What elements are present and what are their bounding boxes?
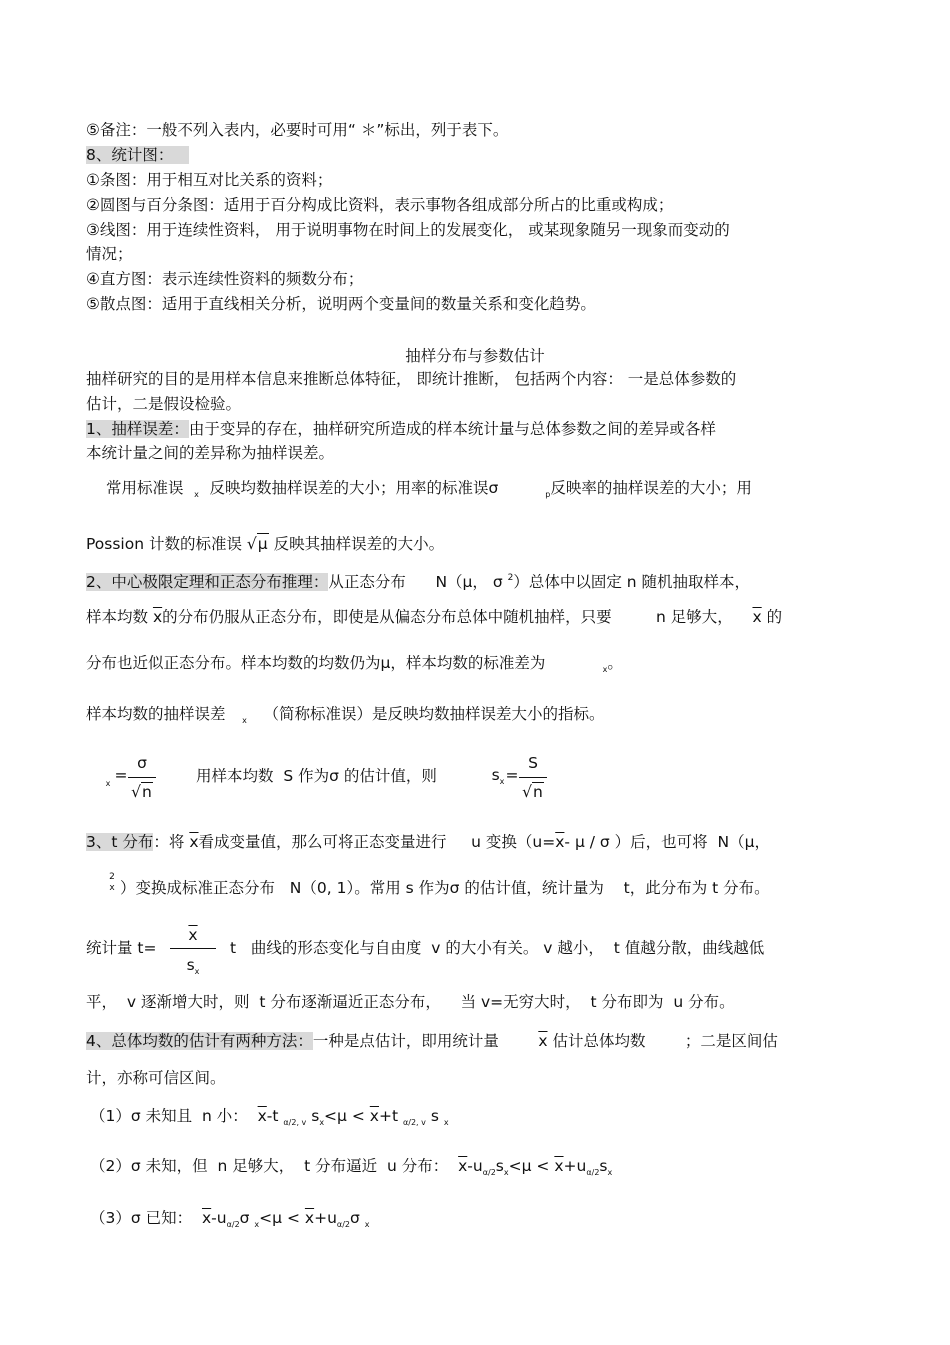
formula-equals: = xyxy=(114,766,128,784)
formula-numerator: σ xyxy=(137,754,147,772)
paragraph-line: ）变换成标准正态分布 N（0, 1）。常用 s 作为σ 的估计值，统计量为 t，此分布为 t 分布。 xyxy=(120,879,770,897)
intro-line: 估计，二是假设检验。 xyxy=(86,395,242,413)
list-item: ②圆图与百分条图：适用于百分构成比资料，表示事物各组成部分所占的比重或构成； xyxy=(86,196,674,214)
heading-highlight: 2、中心极限定理和正态分布推理： xyxy=(86,573,329,591)
paragraph-line: 用样本均数 S 作为σ 的估计值，则 xyxy=(196,767,437,785)
sigma-squared-stack: 2 x xyxy=(109,872,115,893)
paragraph-line: 分布也近似正态分布。样本均数的均数仍为μ，样本均数的标准差为 $_x$。 xyxy=(86,654,623,674)
list-item: ①条图：用于相互对比关系的资料； xyxy=(86,171,333,189)
note-item: ⑤备注：一般不列入表内，必要时可用“ ＊”标出，列于表下。 xyxy=(86,121,509,139)
standard-error-line: 常用标准误 $_x$ 反映均数抽样误差的大小；用率的标准误σ $_p$反映率的抽样误差的大小；用 xyxy=(106,479,752,499)
paragraph-line: 本统计量之间的差异称为抽样误差。 xyxy=(86,444,335,462)
formula-denominator: √n xyxy=(131,783,152,801)
interval-case-1: （1）σ 未知且 n 小： $\overline{x}-t$ $_{\alpha/2, v}$ $s_x<\mu < \overline{x}+t$ $_{\alpha/2, v}$ s $_x$ xyxy=(90,1107,449,1127)
heading-highlight: 1、抽样误差： xyxy=(86,420,189,438)
heading-highlight: 8、统计图： xyxy=(86,146,189,164)
fraction-bar xyxy=(519,777,547,778)
clt-paragraph: 2、中心极限定理和正态分布推理：从正态分布 N（μ， σ $^2$）总体中以固定 n 随机抽取样本， xyxy=(86,573,751,591)
formula-denominator: $s_x$ xyxy=(186,956,200,976)
paragraph-line: t 曲线的形态变化与自由度 v 的大小有关。 v 越小， t 值越分散，曲线越低 xyxy=(230,939,765,957)
heading-statistical-charts xyxy=(86,145,189,165)
formula-s: $s_x$ xyxy=(491,766,505,786)
interval-case-2: （2）σ 未知，但 n 足够大， t 分布逼近 u 分布： $\overline{x}-u_{\alpha/2}s_x<\mu < \overline{x}+u_{\alpha/2}s_x$ xyxy=(90,1157,613,1177)
section-title: 抽样分布与参数估计 xyxy=(405,347,545,365)
heading-highlight: 3、t 分布 xyxy=(86,833,154,851)
fraction-bar xyxy=(170,948,216,949)
formula-subscript: x xyxy=(105,779,111,788)
list-item: ④直方图：表示连续性资料的频数分布； xyxy=(86,270,364,288)
formula-numerator: S xyxy=(528,754,538,772)
fraction-bar xyxy=(128,777,156,778)
interval-case-3: （3）σ 已知： $\overline{x}-u_{\alpha/2}\sigma$ $_x<\mu < \overline{x}+u_{\alpha/2}\sigma$ $_x$ xyxy=(90,1209,370,1229)
formula-equals: = xyxy=(505,766,519,784)
intro-line: 抽样研究的目的是用样本信息来推断总体特征， 即统计推断， 包括两个内容： 一是总体参数的 xyxy=(86,370,737,388)
paragraph-line: 平， v 逐渐增大时，则 t 分布逐渐逼近正态分布， 当 v=无穷大时， t 分布即为 u 分布。 xyxy=(86,993,735,1011)
paragraph-line: 样本均数 $\overline{x}$的分布仍服从正态分布，即使是从偏态分布总体中随机抽样，只要 n 足够大， $\overline{x}$ 的 xyxy=(86,608,783,626)
paragraph-line: 样本均数的抽样误差 $_x$ （简称标准误）是反映均数抽样误差大小的指标。 xyxy=(86,705,605,725)
formula-denominator: √n xyxy=(522,783,543,801)
estimation-paragraph: 4、总体均数的估计有两种方法：一种是点估计，即用统计量 $\overline{x}$ 估计总体均数 ；二是区间估 xyxy=(86,1032,778,1050)
list-item: ⑤散点图：适用于直线相关分析，说明两个变量间的数量关系和变化趋势。 xyxy=(86,295,596,313)
heading-highlight: 4、总体均数的估计有两种方法： xyxy=(86,1032,313,1050)
formula-numerator: $\overline{x}$ xyxy=(188,926,198,944)
t-statistic-label: 统计量 t= xyxy=(86,939,157,957)
list-item-continued: 情况； xyxy=(86,245,133,263)
poisson-line: Possion 计数的标准误 √μ 反映其抽样误差的大小。 xyxy=(86,535,445,553)
paragraph-line: 计，亦称可信区间。 xyxy=(86,1069,226,1087)
sampling-error-paragraph: 1、抽样误差：由于变异的存在，抽样研究所造成的样本统计量与总体参数之间的差异或各样 xyxy=(86,420,716,438)
t-distribution-paragraph: 3、t 分布：将 $\overline{x}$看成变量值，那么可将正态变量进行 u 变换（$u=\overline{x}-$ μ / σ ）后，也可将 N（μ， xyxy=(86,833,770,851)
list-item: ③线图：用于连续性资料， 用于说明事物在时间上的发展变化， 或某现象随另一现象而变动的 xyxy=(86,221,730,239)
